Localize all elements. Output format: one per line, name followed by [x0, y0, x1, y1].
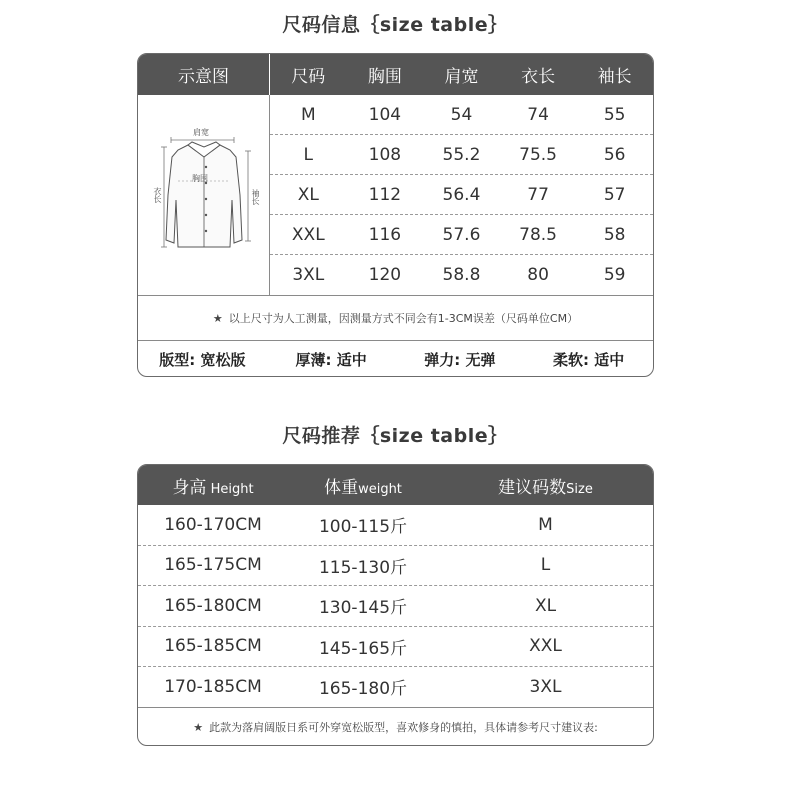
size-recommend-table [137, 464, 654, 746]
size-recommend-title: 尺码推荐｛size table｝ [282, 425, 508, 447]
cell-shoulder: 56.4 [442, 184, 481, 205]
cell-shoulder: 58.8 [442, 265, 481, 285]
table-row [270, 135, 653, 175]
size-info-table [137, 53, 654, 377]
cell-weight: 145-165斤 [318, 638, 408, 659]
header-weight [288, 473, 438, 498]
cell-size: 3XL [292, 265, 325, 285]
cell-height: 165-175CM [164, 555, 262, 576]
table-row [138, 546, 653, 587]
header-height [138, 473, 288, 498]
header-diagram: 示意图 [138, 54, 270, 95]
cell-shoulder: 57.6 [442, 224, 481, 245]
cell-size: XL [297, 184, 319, 205]
cell-recommended-size: M [538, 514, 553, 535]
cell-weight: 100-115斤 [318, 517, 408, 538]
recommend-header [138, 465, 653, 505]
attr-fit: 版型: 宽松版 [159, 351, 246, 369]
cell-size: M [300, 104, 316, 125]
cell-height: 170-185CM [164, 676, 262, 697]
cell-chest: 112 [368, 184, 402, 205]
table-row [270, 95, 653, 135]
fabric-attributes [138, 341, 653, 377]
cell-height: 165-185CM [164, 636, 262, 657]
table-row [270, 255, 653, 295]
cell-length: 78.5 [519, 224, 557, 245]
cell-size: XXL [291, 224, 325, 245]
shirt-diagram [138, 95, 270, 295]
cell-chest: 116 [368, 224, 402, 245]
star-icon: ★ [212, 311, 223, 325]
cell-sleeve: 55 [603, 104, 626, 125]
header-length: 衣长 [521, 67, 556, 87]
recommend-note-text: 此款为落肩阔版日系可外穿宽松版型，喜欢修身的慎拍，具体请参考尺寸建议表: [209, 721, 598, 734]
header-size: 尺码 [291, 67, 326, 87]
header-weight-main: 体重 [324, 477, 359, 498]
table-row [138, 667, 653, 708]
cell-sleeve: 56 [603, 144, 626, 165]
header-height-sub: Height [206, 481, 254, 497]
table-row [270, 175, 653, 215]
size-rows [270, 95, 653, 295]
recommend-rows [138, 505, 653, 708]
table-row [270, 215, 653, 255]
chest-label: 胸围 [192, 174, 208, 183]
cell-length: 75.5 [519, 144, 557, 165]
attr-elasticity: 弹力: 无弹 [424, 351, 496, 369]
cell-shoulder: 54 [450, 104, 473, 125]
cell-height: 160-170CM [164, 514, 262, 535]
table-row [138, 627, 653, 668]
cell-size: L [303, 144, 314, 165]
cell-weight: 165-180斤 [318, 679, 408, 700]
cell-sleeve: 57 [603, 184, 626, 205]
size-info-header [138, 54, 653, 95]
size-info-title: 尺码信息｛size table｝ [282, 14, 508, 36]
cell-sleeve: 59 [603, 265, 626, 285]
cell-height: 165-180CM [164, 595, 262, 616]
cell-length: 80 [527, 265, 549, 285]
header-size-main: 建议码数 [498, 477, 567, 498]
attr-thickness: 厚薄: 适中 [295, 351, 367, 369]
header-weight-sub: weight [358, 481, 402, 497]
header-sleeve: 袖长 [597, 67, 632, 87]
header-chest: 胸围 [367, 67, 402, 87]
length-label: 衣长 [153, 187, 162, 203]
cell-chest: 108 [368, 144, 402, 165]
attr-softness: 柔软: 适中 [553, 351, 625, 369]
cell-recommended-size: XXL [529, 636, 562, 657]
header-shoulder: 肩宽 [444, 67, 479, 87]
table-row [138, 586, 653, 627]
header-recommended-size [438, 473, 653, 498]
cell-length: 77 [527, 184, 549, 205]
header-size-sub: Size [566, 481, 593, 497]
cell-weight: 115-130斤 [318, 557, 408, 578]
cell-chest: 120 [368, 265, 402, 285]
cell-sleeve: 58 [603, 224, 626, 245]
cell-recommended-size: 3XL [529, 676, 562, 697]
cell-recommended-size: XL [534, 595, 557, 616]
header-height-main: 身高 [172, 477, 207, 498]
cell-length: 74 [527, 104, 549, 125]
measurement-note-text: 以上尺寸为人工测量，因测量方式不同会有1-3CM误差（尺码单位CM） [228, 312, 579, 325]
table-row [138, 505, 653, 546]
star-icon: ★ [193, 720, 204, 734]
cell-weight: 130-145斤 [318, 598, 408, 619]
measurement-note [138, 296, 653, 341]
recommend-note [138, 708, 653, 747]
cell-chest: 104 [368, 104, 402, 125]
cell-recommended-size: L [540, 555, 551, 576]
sleeve-label: 袖长 [251, 189, 260, 205]
cell-shoulder: 55.2 [442, 144, 481, 165]
shoulder-label: 肩宽 [193, 128, 209, 137]
